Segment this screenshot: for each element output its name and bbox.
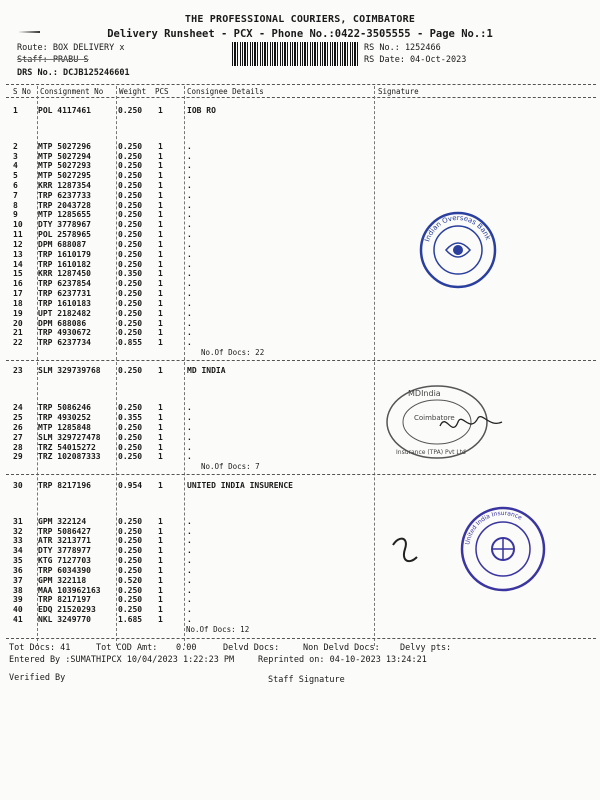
cell-weight: 0.250 — [118, 299, 143, 308]
cell-weight: 0.350 — [118, 269, 143, 278]
cell-consignee: . — [187, 433, 192, 442]
table-row — [0, 279, 600, 289]
col-consignee: Consignee Details — [187, 87, 264, 96]
cell-consignee: . — [187, 423, 192, 432]
cell-consignment: MTP 5027294 — [38, 152, 91, 161]
cell-sno: 26 — [13, 423, 23, 432]
cell-pcs: 1 — [158, 279, 163, 288]
table-row — [0, 269, 600, 279]
cell-pcs: 1 — [158, 443, 163, 452]
cell-weight: 0.250 — [118, 536, 143, 545]
cell-consignment: NKL 3249770 — [38, 615, 91, 624]
cell-consignment: DTY 3778967 — [38, 220, 91, 229]
table-row — [0, 191, 600, 201]
rs-date: RS Date: 04-Oct-2023 — [364, 55, 467, 65]
cell-sno: 22 — [13, 338, 23, 347]
cell-consignee: UNITED INDIA INSURENCE — [187, 481, 293, 490]
cell-consignment: TRP 6237733 — [38, 191, 91, 200]
cell-consignee: . — [187, 586, 192, 595]
cell-consignment: MTP 5027293 — [38, 161, 91, 170]
cell-sno: 9 — [13, 210, 18, 219]
cell-sno: 19 — [13, 309, 23, 318]
table-row — [0, 106, 600, 116]
cell-sno: 23 — [13, 366, 23, 375]
cell-weight: 0.250 — [118, 433, 143, 442]
cell-pcs: 1 — [158, 433, 163, 442]
cell-pcs: 1 — [158, 171, 163, 180]
cell-pcs: 1 — [158, 556, 163, 565]
table-row — [0, 328, 600, 338]
cell-consignee: . — [187, 452, 192, 461]
cell-consignment: DTY 3778977 — [38, 546, 91, 555]
cell-weight: 0.250 — [118, 230, 143, 239]
cell-consignee: . — [187, 615, 192, 624]
table-row — [0, 230, 600, 240]
cell-weight: 0.250 — [118, 260, 143, 269]
cell-consignment: TRP 6034390 — [38, 566, 91, 575]
cell-consignment: MTP 1285655 — [38, 210, 91, 219]
company-name: THE PROFESSIONAL COURIERS, COIMBATORE — [184, 14, 416, 25]
cell-weight: 0.250 — [118, 556, 143, 565]
cell-consignment: TRZ 102087333 — [38, 452, 101, 461]
cell-weight: 0.250 — [118, 250, 143, 259]
cell-pcs: 1 — [158, 319, 163, 328]
cell-sno: 37 — [13, 576, 23, 585]
cell-sno: 21 — [13, 328, 23, 337]
cell-sno: 3 — [13, 152, 18, 161]
cell-pcs: 1 — [158, 338, 163, 347]
cell-consignment: TRP 4930672 — [38, 328, 91, 337]
table-row — [0, 181, 600, 191]
cell-consignee: . — [187, 328, 192, 337]
cell-pcs: 1 — [158, 536, 163, 545]
cell-consignment: MTP 5027296 — [38, 142, 91, 151]
cell-pcs: 1 — [158, 240, 163, 249]
cell-pcs: 1 — [158, 210, 163, 219]
cell-consignment: POL 2578965 — [38, 230, 91, 239]
cell-consignment: TRP 8217196 — [38, 481, 91, 490]
group-divider — [6, 474, 596, 475]
col-weight: Weight — [119, 87, 147, 96]
cell-weight: 0.250 — [118, 595, 143, 604]
cell-sno: 20 — [13, 319, 23, 328]
table-row — [0, 615, 600, 625]
cell-weight: 0.250 — [118, 220, 143, 229]
cell-pcs: 1 — [158, 260, 163, 269]
cell-pcs: 1 — [158, 615, 163, 624]
col-sno: S No — [13, 87, 32, 96]
cell-consignee: . — [187, 443, 192, 452]
cell-pcs: 1 — [158, 413, 163, 422]
insurance-seal-stamp — [385, 505, 555, 595]
cell-consignment: DPM 688087 — [38, 240, 87, 249]
stamp-mid-text: Coimbatore — [414, 414, 455, 422]
cell-sno: 31 — [13, 517, 23, 526]
cell-pcs: 1 — [158, 191, 163, 200]
docs-count: No.Of Docs: 7 — [201, 462, 260, 471]
cell-consignee: MD INDIA — [187, 366, 226, 375]
cell-weight: 0.250 — [118, 201, 143, 210]
cell-consignment: TRP 5086427 — [38, 527, 91, 536]
cell-sno: 39 — [13, 595, 23, 604]
cell-consignment: MTP 1285848 — [38, 423, 91, 432]
cell-pcs: 1 — [158, 328, 163, 337]
cell-consignment: TRP 6237734 — [38, 338, 91, 347]
cell-weight: 0.250 — [118, 566, 143, 575]
cell-consignee: . — [187, 171, 192, 180]
cell-weight: 0.855 — [118, 338, 143, 347]
cell-consignment: TRP 1610183 — [38, 299, 91, 308]
cell-consignment: MAA 103962163 — [38, 586, 101, 595]
cell-sno: 6 — [13, 181, 18, 190]
cell-consignee: . — [187, 309, 192, 318]
cell-pcs: 1 — [158, 452, 163, 461]
cell-weight: 0.954 — [118, 481, 143, 490]
cell-consignee: . — [187, 220, 192, 229]
cell-consignment: TRP 1610182 — [38, 260, 91, 269]
cell-weight: 0.250 — [118, 586, 143, 595]
cell-consignee: . — [187, 556, 192, 565]
table-row — [0, 366, 600, 376]
rs-number: RS No.: 1252466 — [364, 43, 441, 53]
cell-consignment: GPM 322124 — [38, 517, 87, 526]
route-label: Route: BOX DELIVERY x — [17, 43, 125, 53]
cell-consignee: . — [187, 319, 192, 328]
runsheet-title: Delivery Runsheet - PCX - Phone No.:0422-3505555 - Page No.:1 — [107, 28, 493, 40]
table-row — [0, 250, 600, 260]
cell-sno: 35 — [13, 556, 23, 565]
col-consignment: Consignment No — [40, 87, 104, 96]
table-row — [0, 595, 600, 605]
cell-consignment: UPT 2182482 — [38, 309, 91, 318]
cell-consignee: . — [187, 201, 192, 210]
company-stamp — [382, 382, 512, 462]
cell-pcs: 1 — [158, 289, 163, 298]
cell-sno: 27 — [13, 433, 23, 442]
col-pcs: PCS — [155, 87, 169, 96]
reprinted-on: Reprinted on: 04-10-2023 13:24:21 — [258, 655, 427, 665]
cell-weight: 0.250 — [118, 443, 143, 452]
table-row — [0, 210, 600, 220]
cell-consignee: . — [187, 210, 192, 219]
cell-sno: 16 — [13, 279, 23, 288]
cell-consignment: TRZ 54015272 — [38, 443, 96, 452]
cell-consignment: TRP 5086246 — [38, 403, 91, 412]
table-row — [0, 481, 600, 491]
table-row — [0, 309, 600, 319]
cell-sno: 18 — [13, 299, 23, 308]
cell-consignment: TRP 6237854 — [38, 279, 91, 288]
docs-count: No.Of Docs: 12 — [186, 625, 250, 634]
barcode — [232, 42, 358, 66]
seal-text: Indian Overseas Bank — [423, 213, 493, 243]
cell-pcs: 1 — [158, 527, 163, 536]
cell-consignee: . — [187, 250, 192, 259]
cell-weight: 0.520 — [118, 576, 143, 585]
cell-consignee: . — [187, 230, 192, 239]
svg-text:United India Insurance — [464, 510, 523, 545]
cell-pcs: 1 — [158, 546, 163, 555]
cell-consignee: . — [187, 181, 192, 190]
cell-weight: 0.250 — [118, 240, 143, 249]
cell-consignee: . — [187, 576, 192, 585]
cell-consignee: . — [187, 536, 192, 545]
cell-pcs: 1 — [158, 595, 163, 604]
table-row — [0, 161, 600, 171]
cell-weight: 0.250 — [118, 517, 143, 526]
cell-sno: 11 — [13, 230, 23, 239]
cell-weight: 0.250 — [118, 279, 143, 288]
cell-pcs: 1 — [158, 586, 163, 595]
cell-consignee: . — [187, 152, 192, 161]
cell-weight: 0.250 — [118, 152, 143, 161]
cell-sno: 15 — [13, 269, 23, 278]
cell-consignment: TRP 8217197 — [38, 595, 91, 604]
cell-consignee: . — [187, 566, 192, 575]
cell-consignee: . — [187, 403, 192, 412]
cell-consignment: EDQ 21520293 — [38, 605, 96, 614]
table-row — [0, 142, 600, 152]
cell-weight: 0.250 — [118, 423, 143, 432]
cell-pcs: 1 — [158, 299, 163, 308]
cell-weight: 0.355 — [118, 413, 143, 422]
cell-consignment: KRR 1287354 — [38, 181, 91, 190]
cell-consignment: TRP 1610179 — [38, 250, 91, 259]
cell-sno: 30 — [13, 481, 23, 490]
cell-consignee: . — [187, 142, 192, 151]
cell-consignment: TRP 6237731 — [38, 289, 91, 298]
cell-sno: 12 — [13, 240, 23, 249]
cell-consignee: . — [187, 595, 192, 604]
cell-pcs: 1 — [158, 142, 163, 151]
cell-pcs: 1 — [158, 250, 163, 259]
group-divider — [6, 360, 596, 361]
cell-consignee: . — [187, 191, 192, 200]
cell-sno: 41 — [13, 615, 23, 624]
cell-consignee: . — [187, 240, 192, 249]
cell-consignee: . — [187, 338, 192, 347]
cell-weight: 0.250 — [118, 142, 143, 151]
table-row — [0, 338, 600, 348]
cell-consignee: . — [187, 161, 192, 170]
cell-consignee: . — [187, 260, 192, 269]
col-signature: Signature — [378, 87, 419, 96]
table-row — [0, 240, 600, 250]
cell-pcs: 1 — [158, 230, 163, 239]
cell-pcs: 1 — [158, 181, 163, 190]
cell-consignee: . — [187, 605, 192, 614]
staff-label: Staff: PRABU S — [17, 55, 89, 65]
cell-consignment: POL 4117461 — [38, 106, 91, 115]
table-row — [0, 299, 600, 309]
cell-weight: 0.250 — [118, 366, 143, 375]
cell-weight: 0.250 — [118, 106, 143, 115]
cell-pcs: 1 — [158, 220, 163, 229]
cell-pcs: 1 — [158, 309, 163, 318]
cell-sno: 1 — [13, 106, 18, 115]
cell-weight: 0.250 — [118, 403, 143, 412]
cell-consignment: SLM 329727478 — [38, 433, 101, 442]
cell-sno: 7 — [13, 191, 18, 200]
cell-pcs: 1 — [158, 481, 163, 490]
cell-consignee: . — [187, 289, 192, 298]
cell-consignee: . — [187, 546, 192, 555]
delivery-points: Delvy pts: — [400, 643, 452, 653]
cell-sno: 34 — [13, 546, 23, 555]
table-row — [0, 171, 600, 181]
total-cod-value: 0.00 — [176, 643, 197, 653]
cell-consignee: . — [187, 299, 192, 308]
cell-sno: 24 — [13, 403, 23, 412]
cell-sno: 38 — [13, 586, 23, 595]
cell-weight: 0.250 — [118, 605, 143, 614]
cell-sno: 32 — [13, 527, 23, 536]
cell-weight: 0.250 — [118, 319, 143, 328]
table-header-rule — [6, 97, 596, 98]
cell-sno: 40 — [13, 605, 23, 614]
cell-weight: 0.250 — [118, 546, 143, 555]
cell-consignment: MTP 5027295 — [38, 171, 91, 180]
cell-pcs: 1 — [158, 423, 163, 432]
cell-consignment: TRP 2043728 — [38, 201, 91, 210]
signature-scribble — [393, 539, 417, 562]
cell-pcs: 1 — [158, 152, 163, 161]
cell-sno: 17 — [13, 289, 23, 298]
cell-weight: 1.685 — [118, 615, 143, 624]
group-divider — [6, 638, 596, 639]
total-docs: Tot Docs: 41 — [9, 643, 71, 653]
cell-sno: 25 — [13, 413, 23, 422]
cell-consignment: KTG 7127703 — [38, 556, 91, 565]
cell-pcs: 1 — [158, 106, 163, 115]
verified-by: Verified By — [9, 673, 66, 683]
cell-consignment: DPM 688086 — [38, 319, 87, 328]
docs-count: No.Of Docs: 22 — [201, 348, 265, 357]
cell-consignee: . — [187, 279, 192, 288]
stamp-bottom-text: Insurance (TPA) Pvt Ltd — [396, 449, 466, 456]
cell-weight: 0.250 — [118, 452, 143, 461]
cell-consignment: GPM 322118 — [38, 576, 87, 585]
cell-sno: 10 — [13, 220, 23, 229]
table-top-rule — [6, 84, 596, 85]
table-row — [0, 289, 600, 299]
cell-weight: 0.250 — [118, 309, 143, 318]
cell-consignee: . — [187, 517, 192, 526]
cell-pcs: 1 — [158, 366, 163, 375]
cell-sno: 5 — [13, 171, 18, 180]
non-delivered-docs: Non Delvd Docs: — [303, 643, 380, 653]
cell-sno: 8 — [13, 201, 18, 210]
cell-sno: 13 — [13, 250, 23, 259]
cell-consignee: IOB RO — [187, 106, 216, 115]
cell-pcs: 1 — [158, 517, 163, 526]
cell-consignee: . — [187, 413, 192, 422]
seal-text: United India Insurance — [464, 509, 524, 546]
table-row — [0, 220, 600, 230]
cell-pcs: 1 — [158, 566, 163, 575]
cell-weight: 0.250 — [118, 191, 143, 200]
cell-sno: 33 — [13, 536, 23, 545]
svg-text:Indian Overseas Bank — [423, 214, 492, 243]
cell-sno: 36 — [13, 566, 23, 575]
cell-pcs: 1 — [158, 201, 163, 210]
cell-consignment: SLM 329739768 — [38, 366, 101, 375]
cell-pcs: 1 — [158, 269, 163, 278]
cell-consignment: ATR 3213771 — [38, 536, 91, 545]
cell-pcs: 1 — [158, 576, 163, 585]
cell-consignment: KRR 1287450 — [38, 269, 91, 278]
cell-consignment: TRP 4930252 — [38, 413, 91, 422]
table-row — [0, 605, 600, 615]
cell-weight: 0.250 — [118, 527, 143, 536]
cell-consignee: . — [187, 269, 192, 278]
drs-number: DRS No.: DCJB125246601 — [17, 68, 130, 78]
cell-weight: 0.250 — [118, 171, 143, 180]
cell-weight: 0.250 — [118, 289, 143, 298]
cell-sno: 14 — [13, 260, 23, 269]
delivered-docs: Delvd Docs: — [223, 643, 280, 653]
stamp-top-text: MDIndia — [408, 389, 441, 398]
cell-weight: 0.250 — [118, 328, 143, 337]
cell-consignee: . — [187, 527, 192, 536]
cell-pcs: 1 — [158, 161, 163, 170]
cell-pcs: 1 — [158, 403, 163, 412]
cell-sno: 29 — [13, 452, 23, 461]
cell-sno: 28 — [13, 443, 23, 452]
staff-signature: Staff Signature — [268, 675, 345, 685]
bank-seal-stamp — [418, 210, 498, 290]
total-cod-label: Tot COD Amt: — [96, 643, 158, 653]
entered-by: Entered By :SUMATHIPCX 10/04/2023 1:22:23 PM — [9, 655, 235, 665]
cell-sno: 4 — [13, 161, 18, 170]
cell-weight: 0.250 — [118, 161, 143, 170]
cell-sno: 2 — [13, 142, 18, 151]
cell-weight: 0.250 — [118, 210, 143, 219]
cell-weight: 0.250 — [118, 181, 143, 190]
cell-pcs: 1 — [158, 605, 163, 614]
